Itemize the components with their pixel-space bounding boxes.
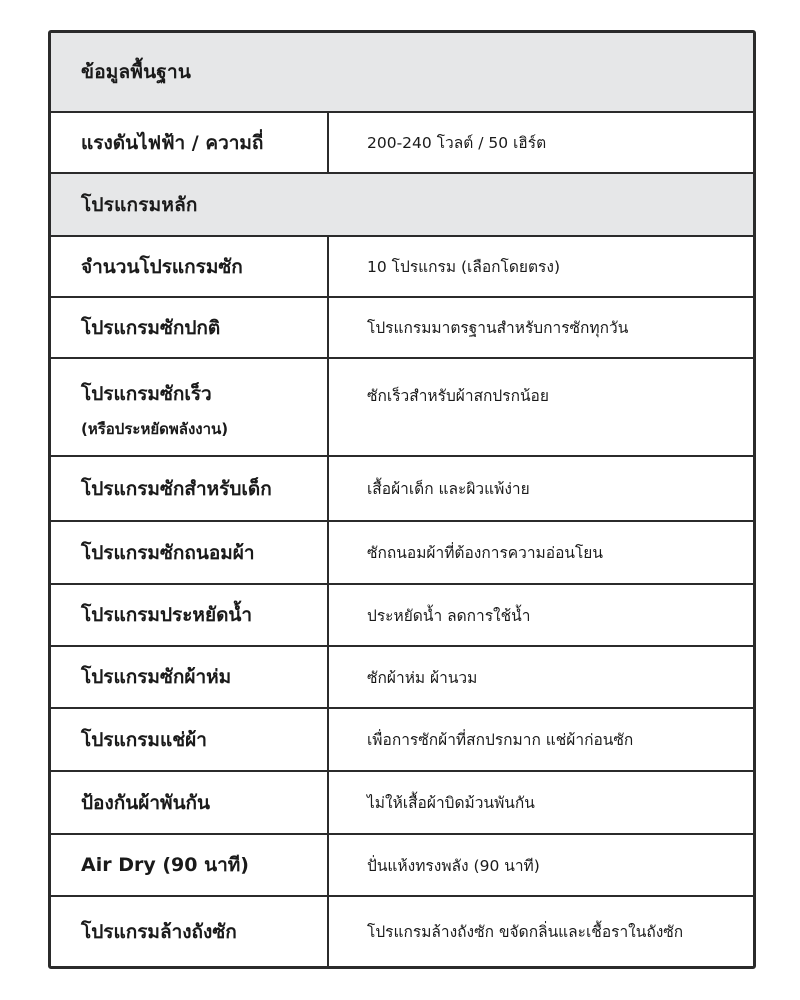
spec-label: ป้องกันผ้าพันกัน	[51, 772, 329, 833]
spec-label: โปรแกรมแช่ผ้า	[51, 709, 329, 770]
spec-label: โปรแกรมซักเร็ว	[81, 383, 212, 405]
spec-label: โปรแกรมซักถนอมผ้า	[51, 522, 329, 583]
spec-label-voltage: แรงดันไฟฟ้า / ความถี่	[51, 113, 329, 172]
spec-value: 10 โปรแกรม (เลือกโดยตรง)	[367, 258, 561, 276]
spec-label: โปรแกรมซักปกติ	[51, 298, 329, 357]
spec-value: เพื่อการซักผ้าที่สกปรกมาก แช่ผ้าก่อนซัก	[367, 731, 634, 749]
spec-value: โปรแกรมมาตรฐานสำหรับการซักทุกวัน	[367, 319, 629, 337]
spec-label: Air Dry (90 นาที)	[51, 835, 329, 895]
spec-label: จำนวนโปรแกรมซัก	[51, 237, 329, 296]
spec-label-sub: (หรือประหยัดพลังงาน)	[81, 420, 229, 438]
spec-value: ไม่ให้เสื้อผ้าบิดม้วนพันกัน	[367, 794, 535, 812]
spec-label: โปรแกรมล้างถังซัก	[51, 897, 329, 966]
spec-row-delicate-wash	[51, 522, 753, 585]
spec-value: ซักผ้าห่ม ผ้านวม	[367, 668, 478, 687]
spec-row-voltage	[51, 113, 753, 174]
spec-row-program-count	[51, 237, 753, 298]
spec-label: โปรแกรมซักผ้าห่ม	[51, 647, 329, 707]
spec-row-quick-wash	[51, 359, 753, 457]
spec-row-normal-wash	[51, 298, 753, 359]
spec-value: เสื้อผ้าเด็ก และผิวแพ้ง่าย	[367, 480, 530, 498]
spec-row-kids-wash	[51, 457, 753, 522]
section-header-programs	[51, 174, 753, 237]
spec-row-tub-clean	[51, 897, 753, 966]
spec-label-group	[51, 359, 329, 455]
section-title-basic: ข้อมูลพื้นฐาน	[81, 61, 192, 83]
spec-row-anti-tangle	[51, 772, 753, 835]
spec-value: ปั่นแห้งทรงพลัง (90 นาที)	[367, 856, 540, 875]
spec-row-soak	[51, 709, 753, 772]
section-header-basic	[51, 33, 753, 113]
spec-table	[48, 30, 756, 969]
spec-row-blanket-wash	[51, 647, 753, 709]
spec-row-air-dry	[51, 835, 753, 897]
spec-row-eco-water	[51, 585, 753, 647]
spec-value-voltage: 200-240 โวลต์ / 50 เฮิร์ต	[367, 134, 547, 152]
spec-value: ซักถนอมผ้าที่ต้องการความอ่อนโยน	[367, 544, 603, 562]
spec-label: โปรแกรมซักสำหรับเด็ก	[51, 457, 329, 520]
spec-value: โปรแกรมล้างถังซัก ขจัดกลิ่นและเชื้อราในถังซัก	[367, 923, 684, 941]
spec-value: ซักเร็วสำหรับผ้าสกปรกน้อย	[367, 387, 549, 405]
spec-value: ประหยัดน้ำ ลดการใช้น้ำ	[367, 606, 531, 625]
section-title-programs: โปรแกรมหลัก	[81, 193, 198, 216]
spec-label: โปรแกรมประหยัดน้ำ	[51, 585, 329, 645]
